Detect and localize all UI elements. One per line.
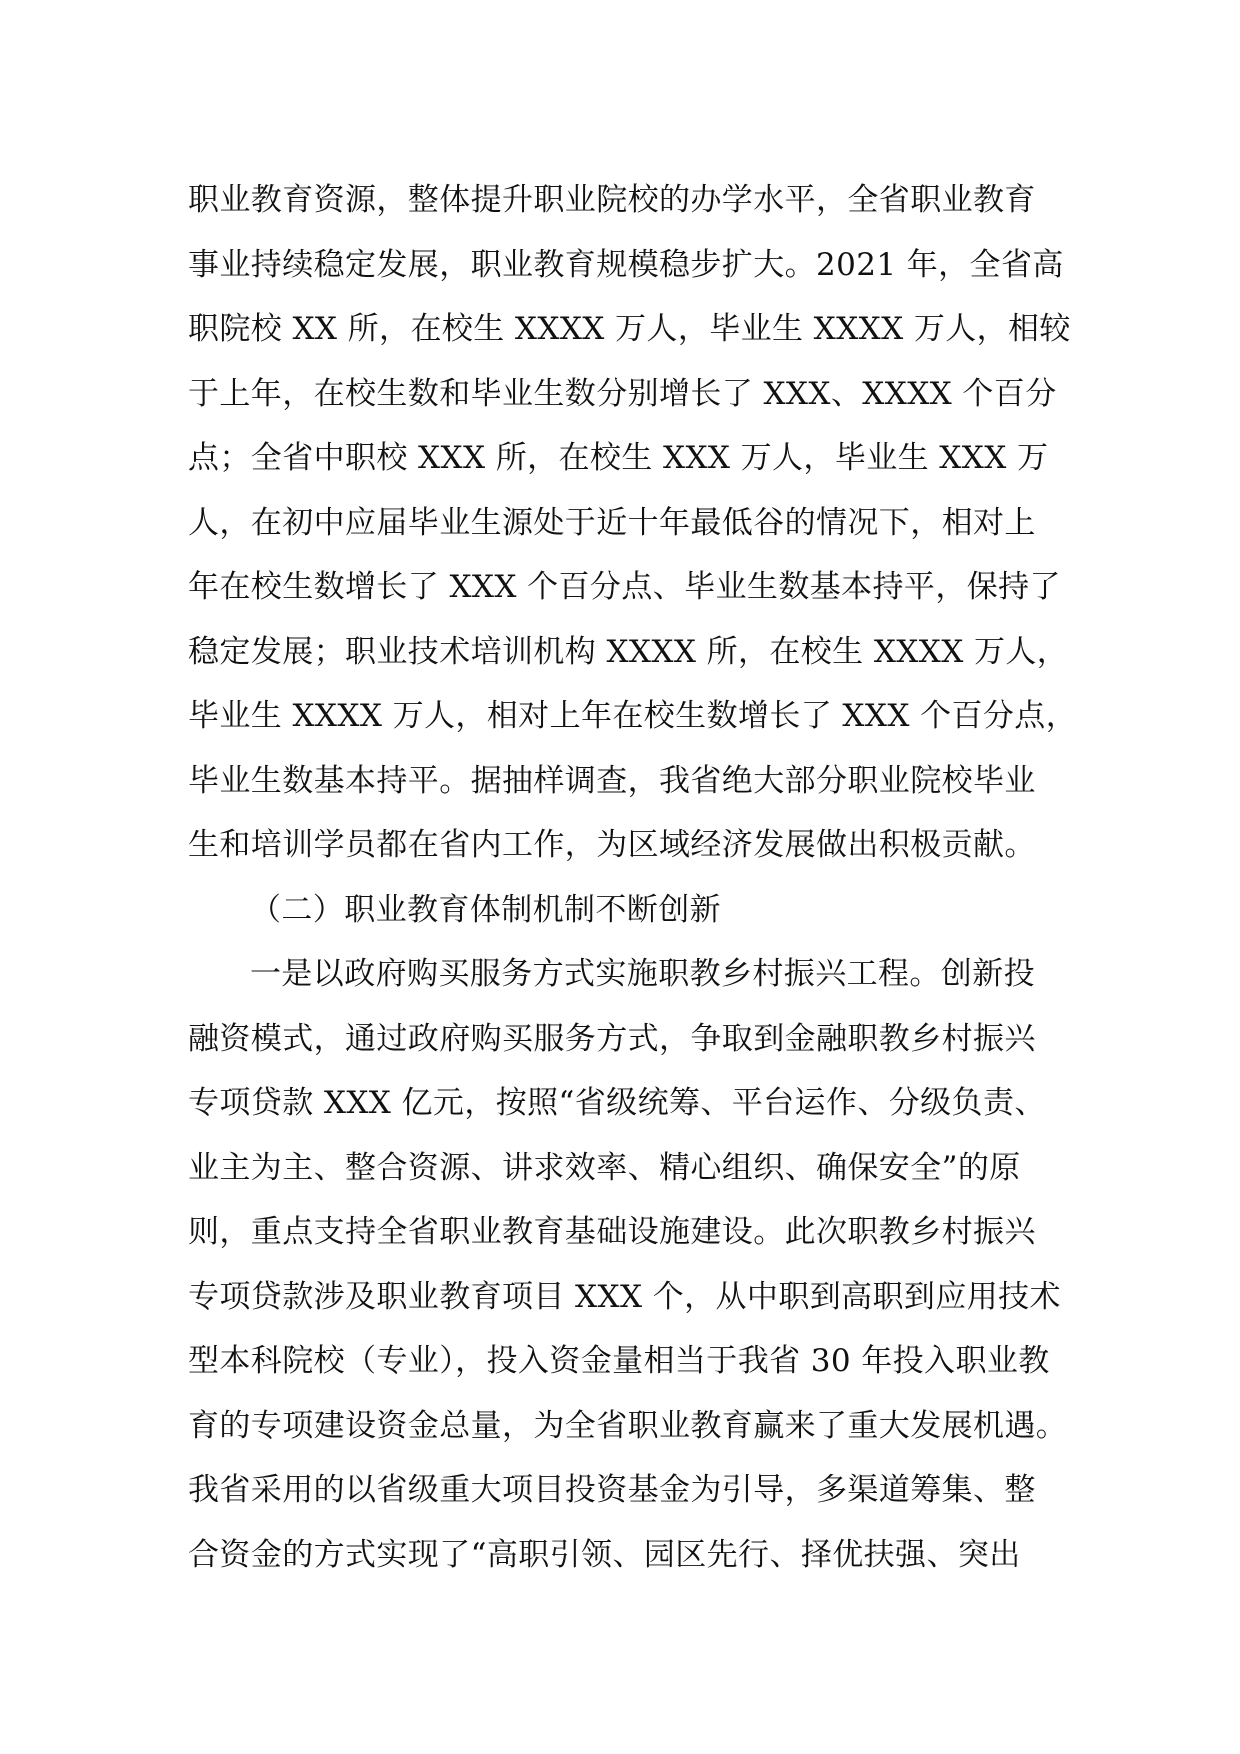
- paragraph-line: 稳定发展；职业技术培训机构 XXXX 所，在校生 XXXX 万人，: [188, 633, 1069, 670]
- paragraph-line: 事业持续稳定发展，职业教育规模稳步扩大。2021 年，全省高: [188, 246, 1064, 283]
- paragraph-line: 育的专项建设资金总量，为全省职业教育赢来了重大发展机遇。: [188, 1407, 1068, 1444]
- section-heading: （二）职业教育体制机制不断创新: [250, 891, 721, 928]
- paragraph-line: 生和培训学员都在省内工作，为区域经济发展做出积极贡献。: [188, 827, 1036, 863]
- paragraph-line: 毕业生 XXXX 万人，相对上年在校生数增长了 XXX 个百分点，: [188, 698, 1078, 734]
- paragraph-line: 职业教育资源，整体提升职业院校的办学水平，全省职业教育: [188, 182, 1036, 218]
- paragraph-line: 则，重点支持全省职业教育基础设施建设。此次职教乡村振兴: [188, 1214, 1036, 1250]
- paragraph-line: 点；全省中职校 XXX 所，在校生 XXX 万人，毕业生 XXX 万: [188, 440, 1049, 476]
- paragraph-line: 合资金的方式实现了“高职引领、园区先行、择优扶强、突出: [188, 1536, 1021, 1573]
- paragraph-line: 型本科院校（专业），投入资金量相当于我省 30 年投入职业教: [188, 1343, 1050, 1379]
- paragraph-line: 我省采用的以省级重大项目投资基金为引导，多渠道筹集、整: [188, 1472, 1036, 1508]
- paragraph-line: 年在校生数增长了 XXX 个百分点、毕业生数基本持平，保持了: [188, 569, 1061, 605]
- paragraph-line: 职院校 XX 所，在校生 XXXX 万人，毕业生 XXXX 万人，相较: [188, 311, 1071, 347]
- paragraph-line: 毕业生数基本持平。据抽样调查，我省绝大部分职业院校毕业: [188, 762, 1036, 799]
- paragraph-line: 专项贷款 XXX 亿元，按照“省级统筹、平台运作、分级负责、: [188, 1085, 1046, 1121]
- paragraph-line: 于上年，在校生数和毕业生数分别增长了 XXX、XXXX 个百分: [188, 375, 1057, 412]
- paragraph-line: 业主为主、整合资源、讲求效率、精心组织、确保安全”的原: [188, 1149, 1021, 1186]
- paragraph-line: 专项贷款涉及职业教育项目 XXX 个，从中职到高职到应用技术: [188, 1278, 1061, 1315]
- document-body: [188, 168, 1088, 1587]
- paragraph-line: 人，在初中应届毕业生源处于近十年最低谷的情况下，相对上: [188, 504, 1036, 541]
- paragraph-line: 一是以政府购买服务方式实施职教乡村振兴工程。创新投: [250, 956, 1035, 992]
- paragraph-line: 融资模式，通过政府购买服务方式，争取到金融职教乡村振兴: [188, 1020, 1036, 1057]
